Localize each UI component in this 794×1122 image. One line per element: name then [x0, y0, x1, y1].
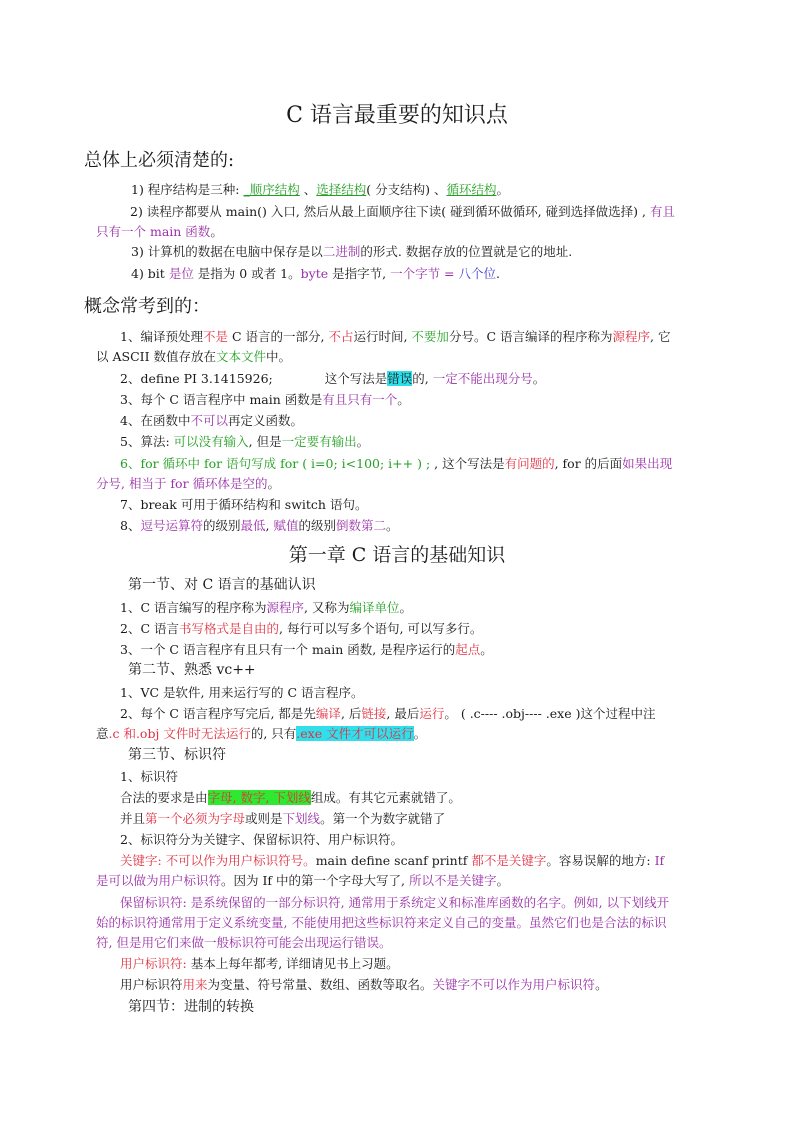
- text: 八个位: [458, 266, 497, 281]
- text: 组成。有其它元素就错了。: [310, 790, 461, 805]
- sec2-line-2: [96, 704, 678, 744]
- text: 。: [413, 726, 427, 741]
- text: 中。: [266, 349, 292, 364]
- text: If 是可以做为用户标识符: [96, 853, 665, 888]
- text: 这个过程中注意: [96, 706, 656, 741]
- text: 起点: [455, 642, 481, 657]
- text: 2、define PI 3.1415926;: [120, 371, 273, 386]
- text: 5、算法:: [120, 434, 170, 449]
- text: 误解的地方:: [583, 853, 651, 868]
- text: 3、每个 C 语言程序中 main 函数是: [120, 392, 323, 407]
- text: , 这个写法是: [430, 456, 505, 471]
- concept-item-3: [120, 391, 410, 409]
- text: 。: [496, 873, 510, 888]
- text: C 语言的一部分,: [227, 329, 325, 344]
- text: 如果出现分号, 相当于 for 循环体是空的: [96, 456, 673, 491]
- concept-item-1: [96, 327, 678, 367]
- text: 一个字节 =: [386, 266, 459, 281]
- text: 不占: [324, 329, 354, 344]
- text: 择) ,: [620, 204, 646, 219]
- text: 编译单位: [349, 600, 400, 615]
- section-2-heading: 第二节、熟悉 vc++: [128, 662, 256, 678]
- concept-item-7: 7、break 可用于循环结构和 switch 语句。: [120, 497, 368, 512]
- text: 错误: [387, 371, 413, 386]
- text: 。: [267, 476, 281, 491]
- section-4-heading: 第四节：进制的转换: [128, 999, 254, 1015]
- text: 关键字不可以作为用户标识符: [432, 977, 596, 992]
- text: , for 的后面: [554, 456, 623, 471]
- text: .exe 文件才可以运行: [296, 726, 414, 741]
- text: 1、C 语言编写的程序称为: [120, 600, 267, 615]
- text: 是指为 0 或者 1。: [193, 266, 301, 281]
- overview-line-4: [131, 265, 500, 283]
- text: 是位: [168, 266, 194, 281]
- sec1-line-2: [120, 620, 482, 638]
- text: 。: [399, 600, 412, 615]
- text: 有且只有一个: [322, 392, 398, 407]
- section-heading-concepts: 概念常考到的：: [84, 296, 210, 317]
- text: 。容易: [546, 853, 584, 868]
- text: , 后: [340, 706, 362, 721]
- user-identifier-line-2: [120, 976, 608, 994]
- sec1-line-1: [120, 599, 412, 617]
- concept-item-8: [120, 517, 399, 535]
- text: 都不是关键字: [471, 853, 547, 868]
- text: , 最后: [386, 706, 420, 721]
- text: 基本上每年都考, 详细请见书上习题。: [186, 956, 399, 971]
- text: , 又称为: [304, 600, 350, 615]
- text: byte: [300, 266, 333, 281]
- text: ( 分支结构) 、: [366, 182, 447, 197]
- text: 文本文件: [215, 349, 266, 364]
- text: 8、: [120, 518, 141, 533]
- text: 3、一个 C 语言程序有且只有一个 main 函数, 是程序运行的: [120, 642, 456, 657]
- sec3-line-1: 1、标识符: [120, 769, 178, 784]
- text: 合法的要求是由: [120, 790, 208, 805]
- section-3-heading: 第三节、标识符: [128, 747, 226, 763]
- text: 是指字节,: [332, 266, 387, 281]
- text: 。: [595, 977, 608, 992]
- text: 。第一个为数字就错了: [320, 811, 446, 826]
- text: 不可以: [190, 413, 228, 428]
- text: 倒数第二: [335, 518, 386, 533]
- text: 4) bit: [131, 266, 169, 281]
- text: 。: [386, 518, 399, 533]
- concept-item-4: [120, 412, 303, 430]
- text: 所以不是关键字: [405, 873, 497, 888]
- overview-line-1: [131, 181, 509, 199]
- text: 可以没有输入: [169, 434, 249, 449]
- text: 用户标识符: [120, 977, 183, 992]
- chapter-heading: 第一章 C 语言的基础知识: [288, 544, 506, 566]
- text: 的级别: [298, 518, 336, 533]
- text: 1) 程序结构是三种:: [131, 182, 244, 197]
- text: 分号。C 语言编译的程序称为: [448, 329, 613, 344]
- text: 4、在函数中: [120, 413, 191, 428]
- text: 不要加: [407, 329, 449, 344]
- text: 编译: [315, 706, 341, 721]
- overview-line-3: [131, 243, 572, 261]
- text: 链接: [361, 706, 387, 721]
- text: 的级别: [202, 518, 241, 533]
- sec2-line-1: 1、VC 是软件, 用来运行写的 C 语言程序。: [120, 685, 364, 700]
- text: 的,: [412, 371, 429, 386]
- text: main define scanf printf: [315, 853, 472, 868]
- text: 。: [210, 224, 223, 239]
- text: 这个写法是: [324, 371, 388, 386]
- text: 的, 只有: [250, 726, 297, 741]
- text: 字母, 数字, 下划线: [207, 790, 311, 805]
- sec1-line-3: [120, 641, 493, 659]
- text: 循环结构: [446, 182, 497, 197]
- text: 。 ( .c---- .obj---- .exe ): [444, 706, 581, 721]
- text: 的形式. 数据存放的位置就是它的地址.: [360, 244, 573, 259]
- section-1-heading: 第一节、对 C 语言的基础认识: [128, 577, 316, 593]
- text: 。因为 If 中的第一个字母大写了,: [221, 873, 406, 888]
- text: 有且只有一个 main 函数: [96, 204, 675, 239]
- text: 并且: [120, 811, 146, 826]
- text: 运行: [419, 706, 445, 721]
- sec3-line-4: 2、标识符分为关键字、保留标识符、用户标识符。: [120, 832, 403, 847]
- overview-line-2: [96, 202, 678, 242]
- text: 再定义函数。: [227, 413, 303, 428]
- text: , 但是: [248, 434, 282, 449]
- text: 。: [480, 642, 493, 657]
- text: 。: [532, 371, 546, 386]
- text: 。: [397, 392, 410, 407]
- text: 1、编译预处理: [120, 329, 203, 344]
- text: _顺序结构: [243, 182, 300, 197]
- text: 一定要有输出: [281, 434, 357, 449]
- text: 。: [496, 182, 509, 197]
- text: 逗号运算符: [140, 518, 203, 533]
- text: 2) 读程序都要从 main() 入口, 然后从最上面顺序往下读( 碰到循环做循环, 碰到选择做选: [130, 204, 621, 219]
- user-identifier-line-1: [120, 955, 399, 973]
- text: 源程序: [612, 329, 650, 344]
- text: 、: [299, 182, 317, 197]
- sec3-line-3: [120, 810, 445, 828]
- section-heading-overview: 总体上必须清楚的:: [84, 150, 235, 171]
- text: 或则是: [245, 811, 283, 826]
- text: ,: [265, 518, 270, 533]
- reserved-identifier-paragraph: 保留标识符: 是系统保留的一部分标识符, 通常用于系统定义和标准库函数的名字。例如, 以下划线开始的标识符通常用于定义系统变量, 不能使用把这些标识符来定义自己的变量。虽然它们也是合法的标识符, 但是用它们来做一般标识符可能会出现运行错误。: [96, 895, 670, 950]
- text: 书写格式是自由的: [179, 621, 280, 636]
- text: , 它以 ASCII 数值存放在: [96, 329, 671, 364]
- text: , 每行可以写多个语句, 可以写多行。: [279, 621, 483, 636]
- text: 下划线: [282, 811, 321, 826]
- sec3-line-2: [120, 789, 461, 807]
- concept-item-2: [120, 370, 545, 388]
- concept-item-5: [120, 433, 369, 451]
- keyword-paragraph: [96, 851, 678, 891]
- text: 最低: [240, 518, 266, 533]
- text: 用户标识符:: [120, 956, 187, 971]
- text: .: [496, 266, 500, 281]
- text: 2、每个 C 语言程序写完后, 都是先: [120, 706, 316, 721]
- text: 不是: [202, 329, 228, 344]
- text: 一定不能出现分号: [428, 371, 533, 386]
- text: 二进制: [322, 244, 361, 259]
- text: 有问题的: [504, 456, 555, 471]
- text: 为变量、符号常量、数组、函数等取名。: [207, 977, 433, 992]
- text: 6、for 循环中 for 语句写成 for ( i=0; i<100; i++ ) ;: [120, 456, 431, 471]
- text: 选择结构: [316, 182, 367, 197]
- page-title: C 语言最重要的知识点: [286, 103, 508, 128]
- text: .c 和.obj 文件时无法运行: [108, 726, 251, 741]
- text: 3) 计算机的数据在电脑中保存是以: [131, 244, 323, 259]
- text: 。: [356, 434, 370, 449]
- text: 第一个必须为字母: [145, 811, 246, 826]
- text: 源程序: [266, 600, 305, 615]
- concept-item-6: [96, 454, 678, 494]
- text: 运行时间,: [353, 329, 408, 344]
- text: 用来: [182, 977, 208, 992]
- text: 关键字: 不可以作为用户标识符号。: [120, 853, 316, 868]
- text: 赋值: [269, 518, 299, 533]
- text: 2、C 语言: [120, 621, 179, 636]
